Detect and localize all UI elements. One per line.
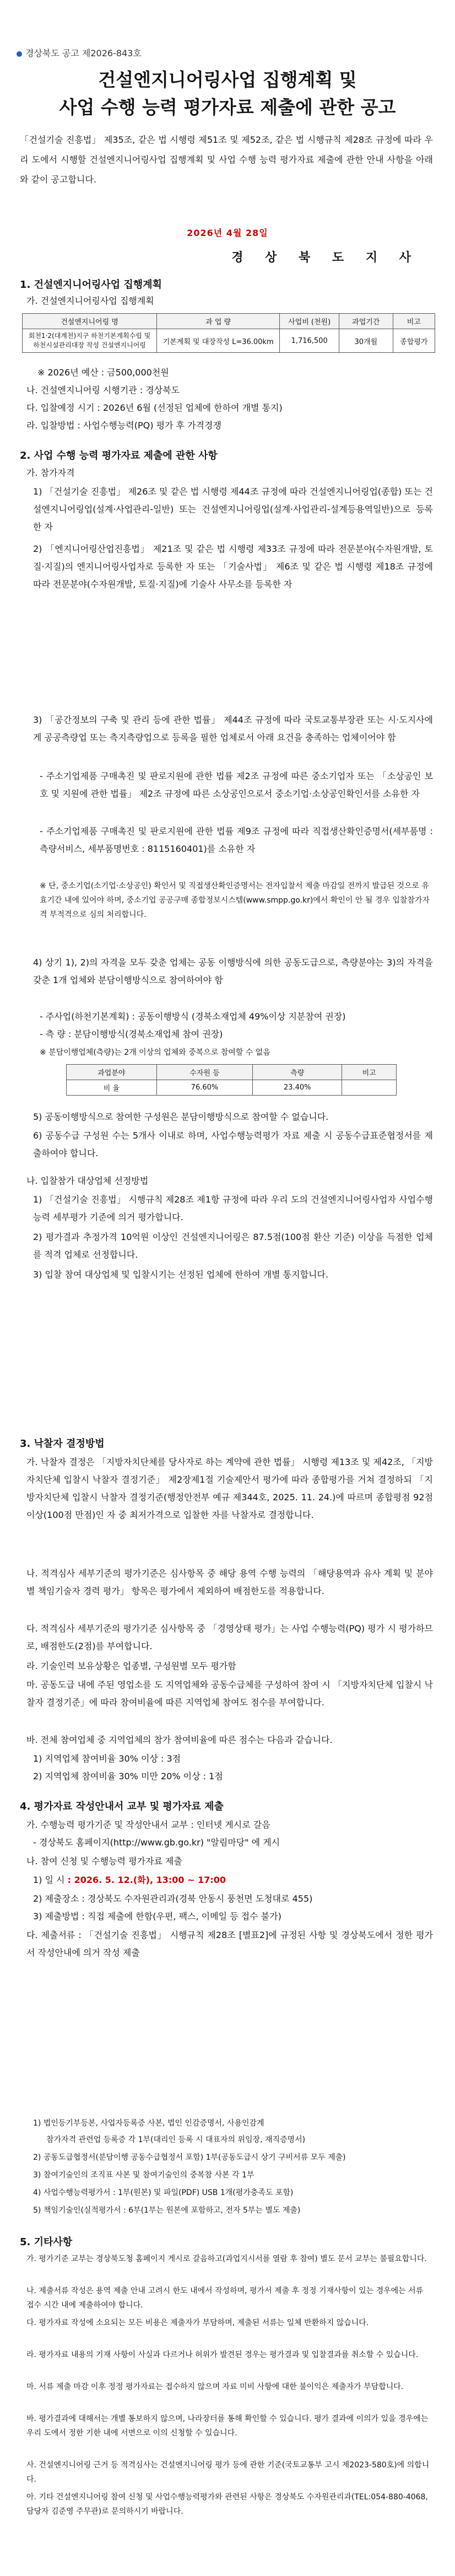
share-table [66, 1064, 397, 1096]
section-3-heading: 3. 낙찰자 결정방법 [20, 1438, 105, 1450]
eligibility-item-3: 3) 「공간정보의 구축 및 관리 등에 관한 법률」 제44조 규정에 따라 국토교통부장관 또는 시·도지사에게 공공측량업 또는 측지측량업으로 등록을 필한 업체로서 아래 요건을 충족하는 업체이어야 함 [33, 715, 433, 743]
doc-item-2: 2) 공동도급협정서(분담이행 공동수급협정서 포함) 1부(공동도급시 상기 구비서류 모두 제출) [33, 2153, 346, 2162]
section-2-ga: 가. 참가자격 [26, 468, 75, 478]
section-5-heading: 5. 기타사항 [20, 2236, 73, 2248]
eligibility-item-3-sub-1: - 주소기업제품 구매촉진 및 판로지원에 관한 법률 제2조 규정에 따른 중소기업자 또는 「소상공인 보호 및 지원에 관한 법률」 제2조 규정에 따른 소상공인으로서 중소기업·소상공인확인서를 소유한 자 [40, 771, 433, 799]
intro-paragraph: 「건설기술 진흥법」 제35조, 같은 법 시행령 제51조 및 제52조, 같은 법 시행규칙 제28조 규정에 따라 우리 도에서 시행할 건설엔지니어링사업 집행계획 및 사업 수행 능력 평가자료 제출에 관한 안내 사항을 아래와 같이 공고합니다. [20, 135, 433, 185]
section-3-ba-1: 1) 지역업체 참여비율 30% 이상 : 3점 [33, 1753, 181, 1764]
misc-item-sa: 사. 건설엔지니어링 근거 등 적격심사는 건설엔지니어링 평가 등에 관한 기준(국토교통부 고시 제2023-580호)에 의합니다. [26, 2461, 430, 2484]
section-4-ga-sub: - 경상북도 홈페이지(http://www.gb.go.kr) "알림마당" 에 게시 [33, 1837, 280, 1848]
eligibility-item-1: 1) 「건설기술 진흥법」 제26조 및 같은 법 시행령 제44조 규정에 따라 건설엔지니어링업(종합) 또는 건설엔지니어링업(설계·사업관리-일반) 또는 건설엔지니어링업(설계·사업관리-설계등용역일반)으로 등록한 자 [33, 486, 433, 532]
section-2-heading: 2. 사업 수행 능력 평가자료 제출에 관한 사항 [20, 450, 218, 461]
eligibility-item-2: 2) 「엔지니어링산업진흥법」 제21조 및 같은 법 시행령 제33조 규정에 따라 전문분야(수자원개발, 토질·지질)의 엔지니어링사업자로 등록한 자 또는 「기술사법」 제6조 및 같은 법 시행령 제18조 규정에 따라 전문분야(수자원개발, 토질·지질)에 기술사 사무소를 등록한 자 [33, 544, 433, 589]
section-1-da: 다. 입찰예정 시기 : 2026년 6월 (선정된 업체에 한하여 개별 통지) [26, 402, 283, 413]
table-header-row: 과업분야 수자원 등 측량 비고 [67, 1065, 397, 1080]
doc-item-1: 1) 법인등기부등본, 사업자등록증 사본, 법인 인감증명서, 사용인감계 [33, 2119, 264, 2128]
section-4-ga: 가. 수행능력 평가기준 및 작성안내서 교부 : 인터넷 게시로 갈음 [26, 1820, 270, 1830]
table-header-row: 건설엔지니어링 명 과 업 량 사업비 (천원) 과업기간 비고 [23, 314, 435, 329]
section-3-ma: 마. 공동도급 내에 주된 영업소를 도 지역업체와 공동수급체를 구성하여 참여 시 「지방자치단체 입찰시 낙찰자 결정기준」에 따라 참여비율에 따른 지역업체 참여도 점수를 부여합니다. [26, 1679, 433, 1708]
project-table [22, 313, 435, 353]
selection-item-3: 3) 입찰 참여 대상업체 및 입찰시기는 선정된 업체에 한하여 개별 통지합니다. [33, 1269, 329, 1280]
section-2-na: 나. 입찰참가 대상업체 선정방법 [26, 1176, 149, 1186]
selection-item-2: 2) 평가결과 추정가격 10억원 이상인 건설엔지니어링은 87.5점(100점 환산 기준) 이상을 득점한 업체를 적격 업체로 선정합니다. [33, 1232, 433, 1260]
misc-item-ma: 마. 서류 제출 마감 이후 정정 평가자료는 접수하지 않으며 자료 미비 사항에 대한 불이익은 제출자가 부담합니다. [26, 2382, 404, 2391]
submission-method: 3) 제출방법 : 직접 제출에 한함(우편, 팩스, 이메일 등 접수 불가) [33, 1911, 281, 1922]
doc-item-1-cont: 참가자격 관련업 등록증 각 1부(대리인 등록 시 대표자의 위임장, 재직증명서) [46, 2135, 306, 2144]
table-row: 비 율 76.60% 23.40% [67, 1080, 397, 1096]
section-1-na: 나. 건설엔지니어링 시행기관 : 경상북도 [26, 385, 180, 395]
signer: 경 상 북 도 지 사 [231, 251, 420, 265]
eligibility-item-6: 6) 공동수급 구성원 수는 5개사 이내로 하며, 사업수행능력평가 자료 제출 시 공동수급표준협정서를 제출하여야 합니다. [33, 1130, 433, 1158]
misc-item-ra: 라. 평가자료 내용의 기재 사항이 사실과 다르거나 허위가 발견된 경우는 평가결과 및 입찰결과를 취소할 수 있습니다. [26, 2350, 419, 2359]
section-4-da: 다. 제출서류 : 「건설기술 진흥법」 시행규칙 제28조 [별표2]에 규정된 사항 및 경상북도에서 정한 평가서 작성안내에 의거 작성 제출 [26, 1930, 433, 1958]
doc-item-5: 5) 책임기술인(실적평가서 : 6부(1부는 원본에 포함하고, 전자 5부는 별도 제출) [33, 2206, 301, 2215]
misc-item-ga: 가. 평가기준 교부는 경상북도청 홈페이지 게시로 갈음하고(과업지시서를 열람 후 참여) 별도 문서 교부는 불필요합니다. [26, 2255, 427, 2263]
section-1-heading: 1. 건설엔지니어링사업 집행계획 [20, 279, 162, 291]
section-3-ra: 라. 기술인력 보유상황은 업종별, 구성원별 모두 평가함 [26, 1661, 236, 1671]
submission-place: 2) 제출장소 : 경상북도 수자원관리과(경북 안동시 풍천면 도청대로 455) [33, 1893, 313, 1904]
section-1-ga: 가. 건설엔지니어링사업 집행계획 [26, 296, 154, 306]
eligibility-item-3-sub-2: - 주소기업제품 구매촉진 및 판로지원에 관한 법률 제9조 규정에 따라 직접생산확인증명서(세부품명 : 측량서비스, 세부품명번호 : 8115160401)를 소유한 자 [40, 826, 433, 854]
misc-item-na: 나. 제출서류 작성은 용역 제출 안내 고려시 한도 내에서 작성하며, 평가서 제출 후 정정 기재사항이 있는 경우에는 서류 접수 시간 내에 제출하여야 합니다. [26, 2287, 424, 2310]
selection-item-1: 1) 「건설기술 진흥법」 시행규칙 제28조 제1항 규정에 따라 우리 도의 건설엔지니어링사업자 사업수행능력 세부평가 기준에 의거 평가합니다. [33, 1194, 433, 1222]
notice-date: 2026년 4월 28일 [187, 228, 268, 238]
project-table-wrap [22, 313, 441, 353]
eligibility-item-5: 5) 공동이행방식으로 참여한 구성원은 분담이행방식으로 참여할 수 없습니다. [33, 1112, 329, 1122]
eligibility-item-4-sub-1: - 주사업(하천기본계획) : 공동이행방식 (경북소재업체 49%이상 지분참여 권장) [40, 1011, 346, 1022]
section-3-ba: 바. 전체 참여업체 중 지역업체의 참가 참여비율에 따른 점수는 다음과 같습니다. [26, 1735, 333, 1745]
misc-item-a: 아. 기타 건설엔지니어링 참여 신청 및 사업수행능력평가와 관련된 사항은 경상북도 수자원관리과(TEL:054-880-4068, 담당자 김준영 주무관)로 문의하시기 바랍니다. [26, 2493, 428, 2516]
misc-item-ba: 바. 평가결과에 대해서는 개별 통보하지 않으며, 나라장터를 통해 확인할 수 있습니다. 평가 결과에 이의가 있을 경우에는 우리 도에서 정한 기한 내에 서면으로 이의 신청할 수 있습니다. [26, 2414, 429, 2438]
bullet-icon [17, 51, 22, 57]
section-4-na: 나. 참여 신청 및 수행능력 평가자료 제출 [26, 1856, 182, 1866]
section-4-heading: 4. 평가자료 작성안내서 교부 및 평가자료 제출 [20, 1801, 224, 1812]
notice-number: 경상북도 공고 제2026-843호 [17, 46, 455, 59]
share-table-wrap [66, 1064, 419, 1096]
section-3-da: 다. 적격심사 세부기준의 평가기준 심사항목 중 「경영상태 평가」는 사업 수행능력(PQ) 평가 시 평가하므로, 배점한도(2점)를 부여합니다. [26, 1623, 433, 1651]
section-3-ga: 가. 낙찰자 결정은 「지방자치단체를 당사자로 하는 계약에 관한 법률」 시행령 제13조 및 제42조, 「지방자치단체 입찰시 낙찰자 결정기준」 제2장제1절 기술제안서 평가에 따라 종합평가를 거쳐 결정하되 「지방자치단체 입찰시 낙찰자 결정기준(행정안전부 예규 제344호, 2025. 11. 24.)에 따르며 종합평점 92점 이상(100점 만점)인 자 중 최저가격으로 입찰한 자를 낙찰자로 결정합니다. [26, 1457, 433, 1520]
notice-title: 건설엔지니어링사업 집행계획 및 사업 수행 능력 평가자료 제출에 관한 공고 [59, 69, 396, 118]
section-1-ra: 라. 입찰방법 : 사업수행능력(PQ) 평가 후 가격경쟁 [26, 420, 221, 431]
submission-datetime: 1) 일 시 : 2026. 5. 12.(화), 13:00 ~ 17:00 [33, 1875, 226, 1885]
section-3-na: 나. 적격심사 세부기준의 평가기준은 심사항목 중 해당 용역 수행 능력의 「해당용역과 유사 계획 및 분야별 책임기술자 경력 평가」 항목은 평가에서 제외하여 배점한도를 적용합니다. [26, 1568, 433, 1596]
eligibility-item-4: 4) 상기 1), 2)의 자격을 모두 갖춘 업체는 공동 이행방식에 의한 공동도급으로, 측량분야는 3)의 자격을 갖춘 1개 업체와 분담이행방식으로 참여하여야 함 [33, 957, 433, 985]
share-note: ※ 분담이행업체(측량)는 2개 이상의 업체와 중복으로 참여할 수 없음 [40, 1048, 270, 1057]
budget-note: ※ 2026년 예산 : 금500,000천원 [37, 367, 169, 378]
eligibility-item-4-sub-2: - 측 량 : 분담이행방식(경북소재업체 참여 권장) [40, 1029, 223, 1039]
doc-item-4: 4) 사업수행능력평가서 : 1부(원본) 및 파일(PDF) USB 1개(평가충족도 포함) [33, 2188, 294, 2197]
eligibility-item-3-note: ※ 단, 중소기업(소기업·소상공인) 확인서 및 직접생산확인증명서는 전자입찰서 제출 마감일 전까지 발급된 것으로 유효기간 내에 있어야 하며, 중소기업 공공구매 종합정보시스템(www.smpp.go.kr)에서 확인이 안 될 경우 입찰참가자격 부적격으로 심의 처리합니다. [40, 882, 430, 919]
section-3-ba-2: 2) 지역업체 참여비율 30% 미만 20% 이상 : 1점 [33, 1771, 223, 1781]
doc-item-3: 3) 참여기술인의 조직표 사본 및 참여기술인의 중복참 사본 각 1부 [33, 2171, 254, 2180]
misc-item-da: 다. 평가자료 작성에 소요되는 모든 비용은 제출자가 부담하며, 제출된 서류는 일체 반환하지 않습니다. [26, 2319, 369, 2327]
table-row: 회천1·2(대계천)지구 하천기본계획수립 및 하천시설관리대장 작성 건설엔지니어링 기본계획 및 대장작성 L=36.00km 1,716,500 30개월 종합평가 [23, 329, 435, 353]
